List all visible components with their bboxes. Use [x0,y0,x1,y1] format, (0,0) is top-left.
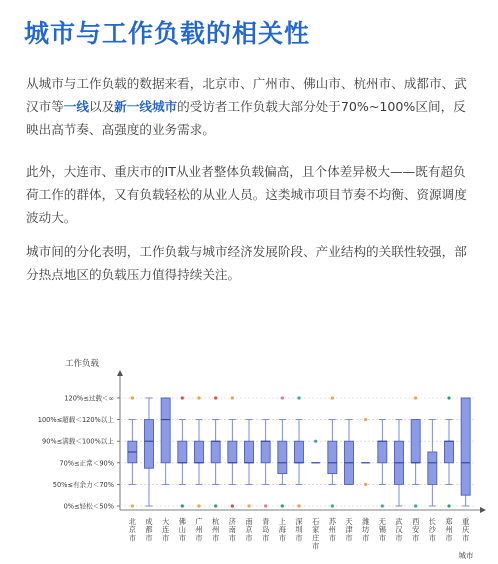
box [261,441,270,463]
chart-boxes [128,396,470,507]
outlier-point [214,396,217,399]
paragraph-2: 此外，大连市、重庆市的IT从业者整体负载偏高，且个体差异极大——既有超负荷工作的群体，又有负载轻松的从业人员。这类城市项目节奏不均衡、资源调度波动大。 [26,164,467,225]
x-tick-label-char: 连 [162,525,170,535]
x-tick-label-char: 市 [128,533,136,543]
y-tick-label: 50%≤有余力＜70% [52,480,114,489]
y-axis-title: 工作负载 [64,359,100,369]
x-tick-label-char: 坊 [362,525,370,535]
paragraph-1-text-e: 的受访者工作负载大部分处于70%~100%区间，反映出高节奏、高强度的业务需求。 [26,99,466,137]
outlier-point [131,504,134,507]
x-tick-label-char: 无 [378,517,386,526]
outlier-point [197,396,200,399]
x-tick-label-char: 潍 [362,517,370,526]
outlier-point [247,504,250,507]
chart-labels [38,358,474,560]
boxplot-15 [361,418,370,486]
outlier-point [447,396,450,399]
x-tick-label-char: 郑 [445,517,453,526]
x-tick-label-char: 京 [128,525,136,535]
boxplot-9 [261,420,270,508]
x-tick-label-char: 市 [145,533,153,543]
x-tick-label-char: 佛 [178,517,186,526]
highlight-tier1: 一线 [63,99,89,114]
x-tick-label-char: 市 [295,533,303,543]
boxplot-5 [195,396,204,507]
outlier-point [214,504,217,507]
box [445,441,454,463]
outlier-point [231,504,234,507]
x-tick-label-char: 市 [362,533,370,543]
outlier-point [364,483,367,486]
x-tick-label-char: 重 [462,517,470,526]
paragraph-1-text-c: 以及 [88,99,115,114]
outlier-point [447,504,450,507]
outlier-point [181,504,184,507]
box [428,452,437,484]
x-tick-label-char: 南 [245,517,253,526]
x-tick-label-char: 沙 [428,525,436,535]
x-tick-label-char: 北 [128,517,136,526]
boxplot-19 [428,420,437,506]
outlier-point [281,504,284,507]
x-tick-label-char: 岛 [262,525,270,535]
x-tick-label-char: 天 [345,517,353,526]
boxplot-8 [245,420,254,508]
x-tick-label-char: 南 [228,525,236,535]
y-tick-label: 100%≤超载＜120%以上 [37,416,114,425]
x-tick-label-char: 州 [328,525,336,535]
outlier-point [181,396,184,399]
boxplot-21 [461,398,470,506]
x-tick-label-char: 州 [445,525,453,535]
x-tick-label-char: 汉 [395,525,403,535]
paragraph-3: 城市间的分化表明，工作负载与城市经济发展阶段、产业结构的关联性较强，部分热点地区的负载压力值得持续关注。 [26,244,467,282]
box [278,441,287,473]
highlight-new-tier1: 新一线城市 [114,99,178,114]
x-axis-title: 城市 [458,551,474,560]
boxplot-2 [145,398,154,506]
x-tick-label-char: 市 [212,533,220,543]
x-tick-label-char: 市 [178,533,186,543]
x-tick-label-char: 武 [395,517,403,526]
x-tick-label-char: 都 [145,525,153,535]
outlier-point [414,396,417,399]
x-tick-label-char: 石 [312,517,320,526]
workload-boxplot-chart [0,340,498,564]
x-tick-label-char: 市 [412,533,420,543]
x-tick-label-char: 长 [428,517,436,526]
x-tick-label-char: 市 [345,533,353,543]
outlier-point [381,504,384,507]
boxplot-16 [378,420,387,508]
box [211,441,220,463]
x-tick-label-char: 市 [462,533,470,543]
box [161,398,170,463]
boxplot-7 [228,396,237,507]
x-tick-label-char: 市 [195,533,203,543]
boxplot-6 [211,396,220,507]
y-tick-label: 90%≤满载＜100%以上 [42,437,114,446]
x-tick-label-char: 家 [312,525,320,535]
y-tick-label: 0%≤轻松＜50% [63,502,114,511]
box [195,441,204,463]
x-tick-label-char: 山 [178,525,186,535]
x-tick-label-char: 深 [295,517,303,526]
y-tick-label: 120%≤过载＜∞ [64,394,114,403]
x-tick-label-char: 市 [428,533,436,543]
x-tick-label-char: 京 [245,525,253,535]
box [245,441,254,463]
y-tick-label: 70%≤正常＜90% [59,459,114,468]
boxplot-14 [345,420,354,485]
x-tick-label-char: 济 [228,517,236,526]
boxplot-11 [295,396,304,507]
x-tick-label-char: 青 [262,517,270,526]
outlier-point [131,396,134,399]
x-tick-label-char: 上 [278,517,286,526]
outlier-point [297,396,300,399]
x-axis-arrow [480,507,486,513]
boxplot-3 [161,398,170,484]
outlier-point [314,440,317,443]
outlier-point [414,504,417,507]
x-tick-label-char: 市 [162,533,170,543]
x-tick-label-char: 西 [412,517,420,526]
x-tick-label-char: 安 [412,525,420,535]
boxplot-17 [395,420,404,506]
x-tick-label-char: 锡 [378,525,386,535]
x-tick-label-char: 大 [162,517,170,526]
paragraph-1 [26,72,476,141]
x-tick-label-char: 市 [328,533,336,543]
x-tick-label-char: 州 [212,525,220,535]
x-tick-label-char: 苏 [328,517,336,526]
box [178,441,187,463]
outlier-point [364,418,367,421]
outlier-point [297,504,300,507]
box [378,441,387,463]
boxplot-13 [328,396,337,507]
x-tick-label-char: 市 [245,533,253,543]
boxplot-12 [311,440,320,463]
x-tick-label-char: 市 [278,533,286,543]
boxplot-1 [128,396,137,507]
x-tick-label-char: 市 [395,533,403,543]
outlier-point [281,396,284,399]
x-tick-label-char: 成 [145,517,153,526]
x-tick-label-char: 市 [378,533,386,543]
x-tick-label-char: 市 [445,533,453,543]
x-tick-label-char: 庄 [312,533,320,543]
x-tick-label-char: 海 [278,525,286,535]
boxplot-20 [445,396,454,507]
x-tick-label-char: 津 [345,525,353,535]
box [145,420,154,469]
box [411,420,420,463]
outlier-point [331,396,334,399]
y-axis-arrow [117,370,123,376]
outlier-point [331,504,334,507]
outlier-point [197,504,200,507]
outlier-point [264,504,267,507]
box [295,441,304,463]
paragraph-1-text-a: 从城市与工作负载的数据来看，北京市、广州市、佛山市、杭州市、成都市、武汉市等 [26,76,467,114]
x-tick-label-char: 杭 [212,517,220,526]
x-tick-label-char: 州 [195,525,203,535]
x-tick-label-char: 广 [195,517,203,526]
x-tick-label-char: 市 [262,533,270,543]
x-tick-label-char: 圳 [295,525,303,535]
box [461,398,470,495]
x-tick-label-char: 市 [228,533,236,543]
boxplot-18 [411,396,420,507]
x-tick-label-char: 市 [312,541,320,551]
page-title: 城市与工作负载的相关性 [24,19,311,48]
outlier-point [231,396,234,399]
boxplot-4 [178,396,187,507]
x-tick-label-char: 庆 [462,525,470,535]
box [328,441,337,473]
boxplot-10 [278,396,287,507]
box [228,441,237,463]
